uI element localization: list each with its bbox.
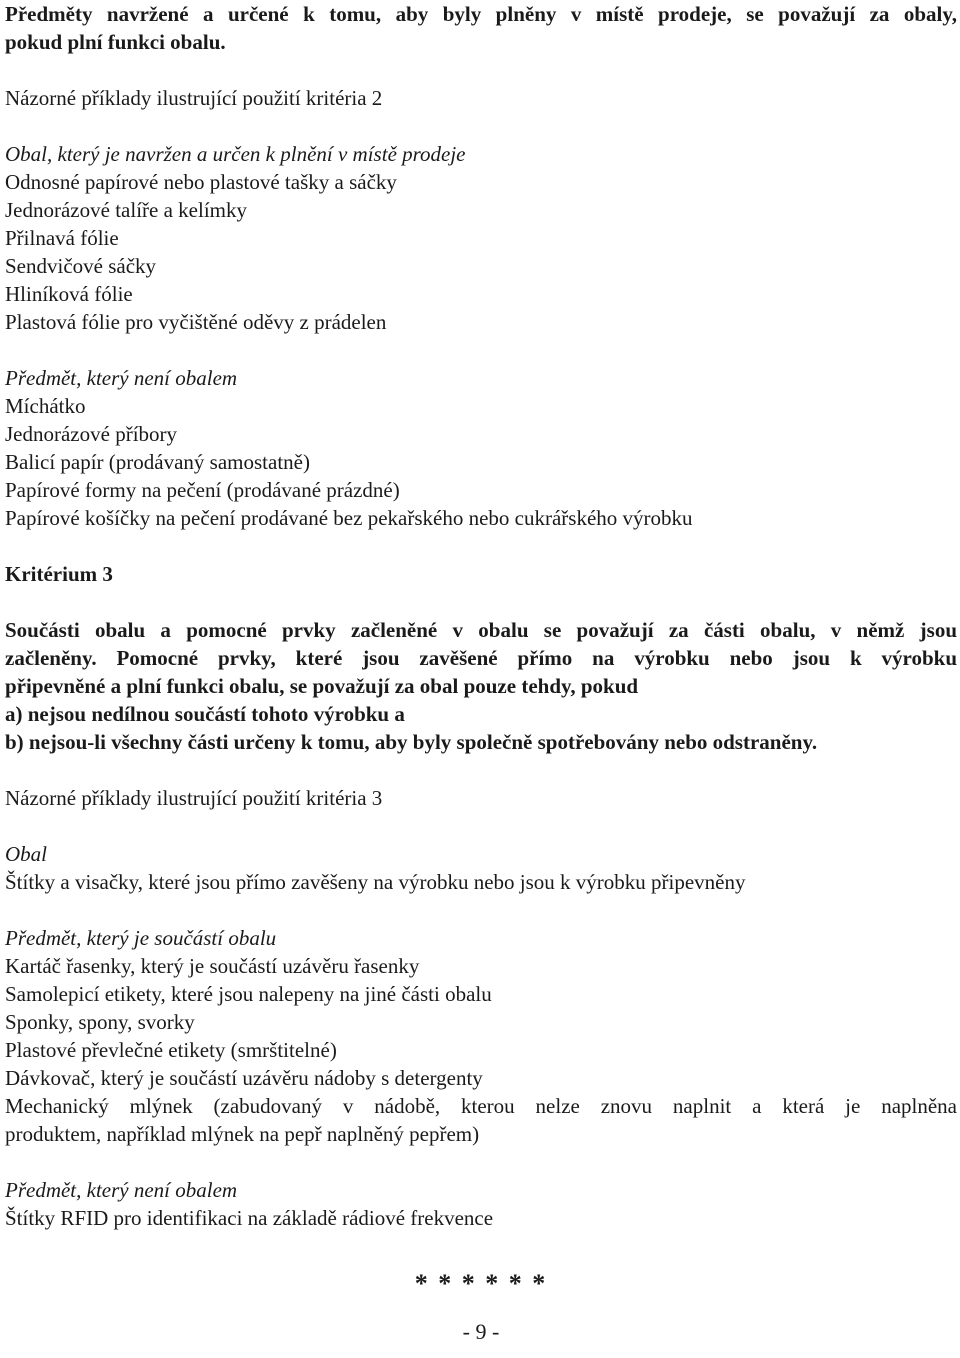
criterion-2-packaging-item: Plastová fólie pro vyčištěné oděvy z prádelen — [5, 310, 387, 334]
intro-line-2: pokud plní funkci obalu. — [5, 30, 226, 54]
page-number: - 9 - — [462, 1319, 500, 1344]
criterion-3-part-of-packaging-item: Plastové převlečné etikety (smrštitelné) — [5, 1038, 337, 1062]
criterion-2-not-packaging-item: Balicí papír (prodávaný samostatně) — [5, 450, 310, 474]
criterion-3-part-of-packaging-heading: Předmět, který je součástí obalu — [5, 926, 277, 950]
criterion-2-packaging-item: Přilnavá fólie — [5, 226, 119, 250]
criterion-3-part-of-packaging-item: Kartáč řasenky, který je součástí uzávěru řasenky — [5, 954, 420, 978]
section-separator: * * * * * * — [414, 1269, 548, 1298]
criterion-3-paragraph-line: připevněné a plní funkci obalu, se považují za obal pouze tehdy, pokud — [5, 674, 639, 698]
criterion-2-not-packaging-heading: Předmět, který není obalem — [5, 366, 238, 390]
criterion-3-not-packaging-heading: Předmět, který není obalem — [5, 1178, 238, 1202]
criterion-3-paragraph-line: Součásti obalu a pomocné prvky začleněné v obalu se považují za části obalu, v němž jsou — [5, 618, 957, 642]
criterion-2-not-packaging-item: Papírové formy na pečení (prodávané prázdné) — [5, 478, 400, 502]
criterion-3-paragraph-line: a) nejsou nedílnou součástí tohoto výrobku a — [5, 702, 405, 726]
criterion-3-packaging-item: Štítky a visačky, které jsou přímo zavěšeny na výrobku nebo jsou k výrobku připevněny — [5, 870, 746, 894]
criterion-3-part-of-packaging-item: produktem, například mlýnek na pepř naplněný pepřem) — [5, 1122, 480, 1146]
criterion-2-packaging-item: Sendvičové sáčky — [5, 254, 157, 278]
intro-line-1: Předměty navržené a určené k tomu, aby byly plněny v místě prodeje, se považují za obaly, — [5, 2, 957, 26]
criterion-3-packaging-heading: Obal — [5, 842, 47, 866]
criterion-3-paragraph-line: začleněny. Pomocné prvky, které jsou zavěšené přímo na výrobku nebo jsou k výrobku — [5, 646, 957, 670]
criterion-3-title: Kritérium 3 — [5, 562, 113, 586]
criterion-3-heading: Názorné příklady ilustrující použití kritéria 3 — [5, 786, 383, 810]
criterion-2-not-packaging-item: Papírové košíčky na pečení prodávané bez pekařského nebo cukrářského výrobku — [5, 506, 693, 530]
criterion-2-not-packaging-item: Jednorázové příbory — [5, 422, 178, 446]
criterion-3-part-of-packaging-item: Samolepicí etikety, které jsou nalepeny na jiné části obalu — [5, 982, 492, 1006]
criterion-3-part-of-packaging-item: Mechanický mlýnek (zabudovaný v nádobě, kterou nelze znovu naplnit a která je naplněna — [5, 1094, 957, 1118]
criterion-3-paragraph-line: b) nejsou-li všechny části určeny k tomu, aby byly společně spotřebovány nebo odstraněny. — [5, 730, 818, 754]
criterion-3-part-of-packaging-item: Dávkovač, který je součástí uzávěru nádoby s detergenty — [5, 1066, 483, 1090]
criterion-2-not-packaging-item: Míchátko — [5, 394, 86, 418]
criterion-2-packaging-item: Jednorázové talíře a kelímky — [5, 198, 247, 222]
criterion-3-part-of-packaging-item: Sponky, spony, svorky — [5, 1010, 195, 1034]
criterion-2-heading: Názorné příklady ilustrující použití kritéria 2 — [5, 86, 383, 110]
criterion-2-packaging-item: Hliníková fólie — [5, 282, 133, 306]
criterion-2-packaging-heading: Obal, který je navržen a určen k plnění v místě prodeje — [5, 142, 466, 166]
criterion-3-not-packaging-item: Štítky RFID pro identifikaci na základě rádiové frekvence — [5, 1206, 494, 1230]
criterion-2-packaging-item: Odnosné papírové nebo plastové tašky a sáčky — [5, 170, 397, 194]
